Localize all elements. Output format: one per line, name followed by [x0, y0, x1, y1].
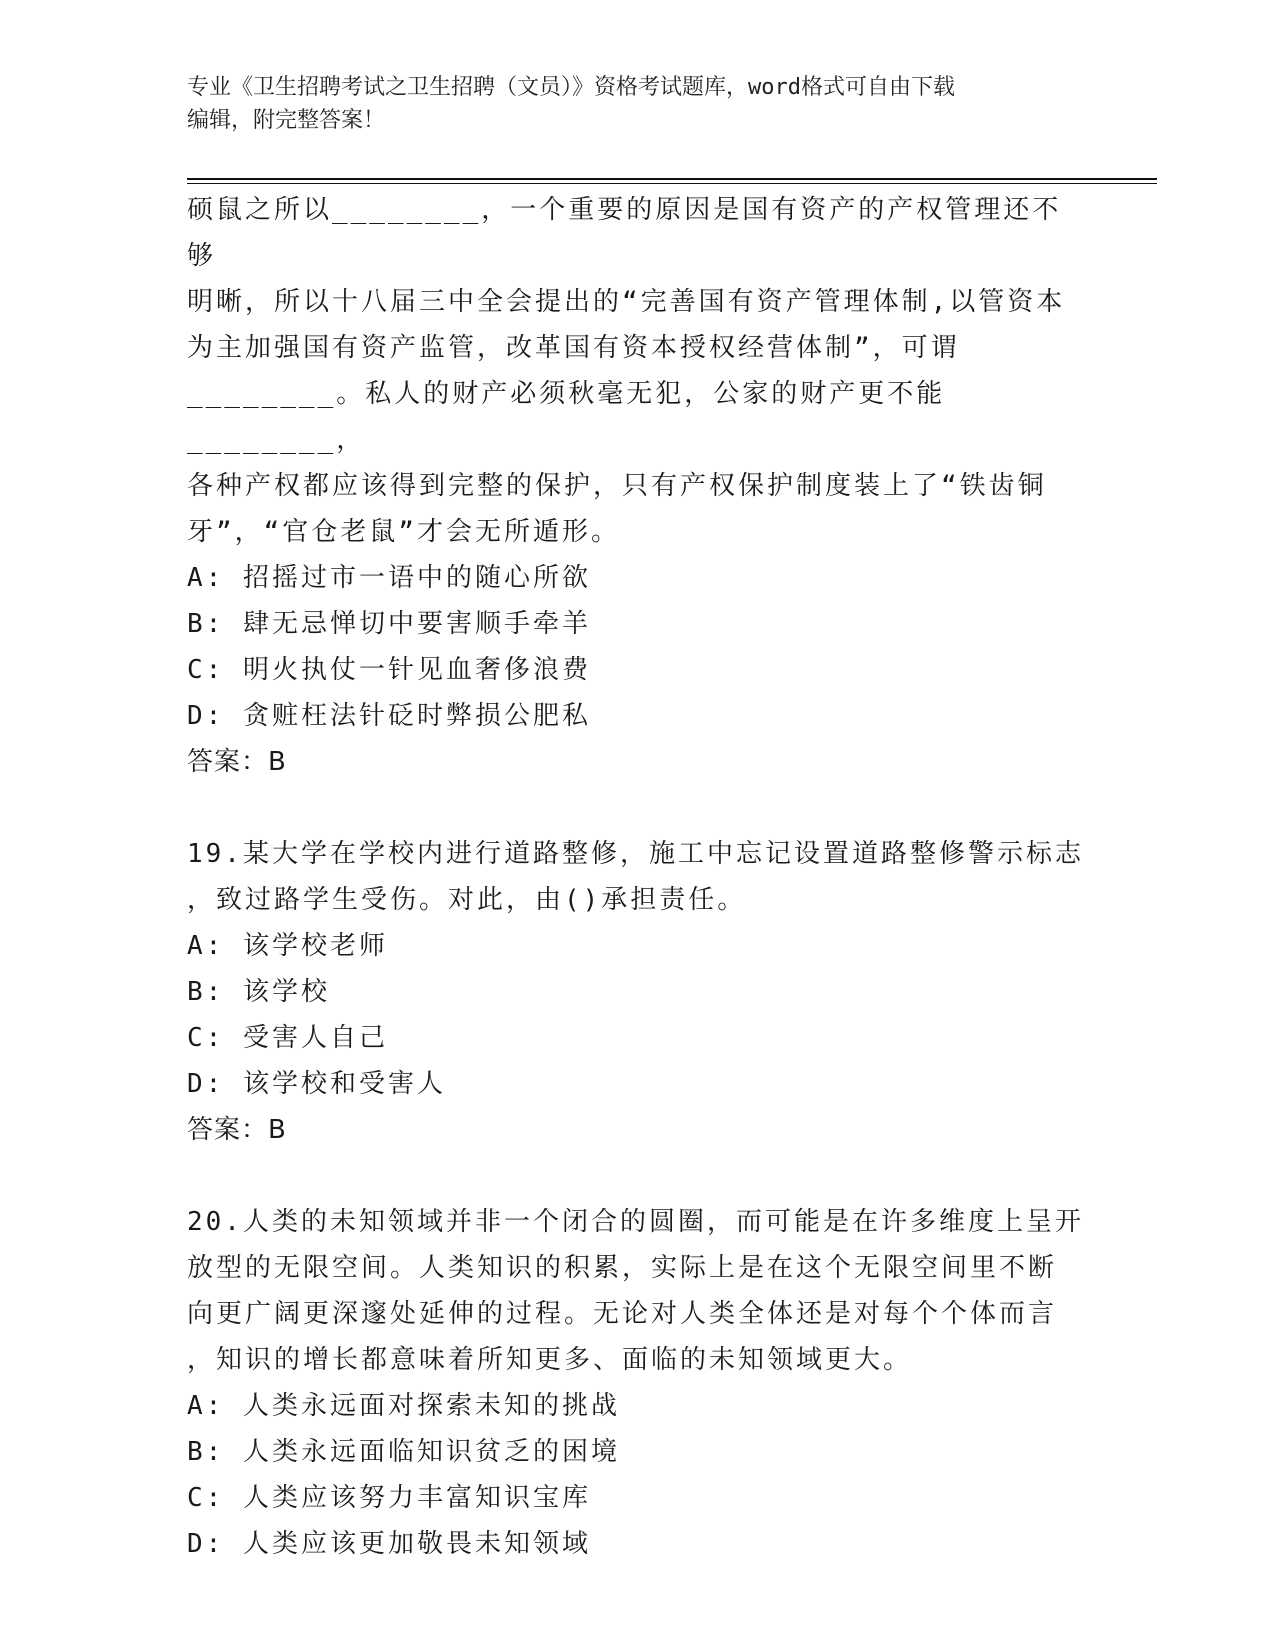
question-text-line: ，知识的增长都意味着所知更多、面临的未知领域更大。	[187, 1345, 913, 1375]
option-a: A: 该学校老师	[187, 931, 388, 961]
option-a: A: 招摇过市一语中的随心所欲	[187, 563, 591, 593]
question-spacer	[187, 1153, 1087, 1199]
option-b: B: 肆无忌惮切中要害顺手牵羊	[187, 609, 591, 639]
question-text-line: ，致过路学生受伤。对此，由()承担责任。	[187, 885, 747, 915]
option-c: C: 受害人自己	[187, 1023, 388, 1053]
header-line-2: 编辑，附完整答案！	[187, 108, 386, 133]
question-20	[187, 1199, 1087, 1567]
question-text-line: 明晰，所以十八届三中全会提出的“完善国有资产管理体制,以管资本	[187, 287, 1066, 317]
option-d: D: 贪赃枉法针砭时弊损公肥私	[187, 701, 591, 731]
question-text-line: 为主加强国有资产监管，改革国有资本授权经营体制”，可谓	[187, 333, 960, 363]
option-d: D: 人类应该更加敬畏未知领域	[187, 1529, 591, 1559]
option-a: A: 人类永远面对探索未知的挑战	[187, 1391, 620, 1421]
question-text-line: 各种产权都应该得到完整的保护，只有产权保护制度装上了“铁齿铜	[187, 471, 1047, 501]
question-text-line: 向更广阔更深邃处延伸的过程。无论对人类全体还是对每个个体而言	[187, 1299, 1058, 1329]
header-line-1: 专业《卫生招聘考试之卫生招聘（文员）》资格考试题库，word格式可自由下载	[187, 75, 955, 100]
option-c: C: 明火执仗一针见血奢侈浪费	[187, 655, 591, 685]
answer-line: 答案：B	[187, 747, 287, 777]
question-spacer	[187, 785, 1087, 831]
question-18	[187, 187, 1087, 785]
answer-line: 答案：B	[187, 1115, 287, 1145]
question-text-line: 放型的无限空间。人类知识的积累，实际上是在这个无限空间里不断	[187, 1253, 1058, 1283]
question-19	[187, 831, 1087, 1153]
question-text-line: 19.某大学在学校内进行道路整修，施工中忘记设置道路整修警示标志	[187, 839, 1084, 869]
document-header	[187, 71, 1067, 137]
question-text-line: ________。私人的财产必须秋毫无犯，公家的财产更不能________，	[187, 379, 946, 455]
header-divider-thick	[187, 178, 1157, 180]
header-divider-thin	[187, 183, 1157, 184]
option-b: B: 人类永远面临知识贫乏的困境	[187, 1437, 620, 1467]
option-c: C: 人类应该努力丰富知识宝库	[187, 1483, 591, 1513]
option-d: D: 该学校和受害人	[187, 1069, 446, 1099]
question-content	[187, 187, 1087, 1567]
option-b: B: 该学校	[187, 977, 330, 1007]
question-text-line: 硕鼠之所以________，一个重要的原因是国有资产的产权管理还不够	[187, 195, 1062, 271]
question-text-line: 20.人类的未知领域并非一个闭合的圆圈，而可能是在许多维度上呈开	[187, 1207, 1084, 1237]
question-text-line: 牙”，“官仓老鼠”才会无所遁形。	[187, 517, 620, 547]
